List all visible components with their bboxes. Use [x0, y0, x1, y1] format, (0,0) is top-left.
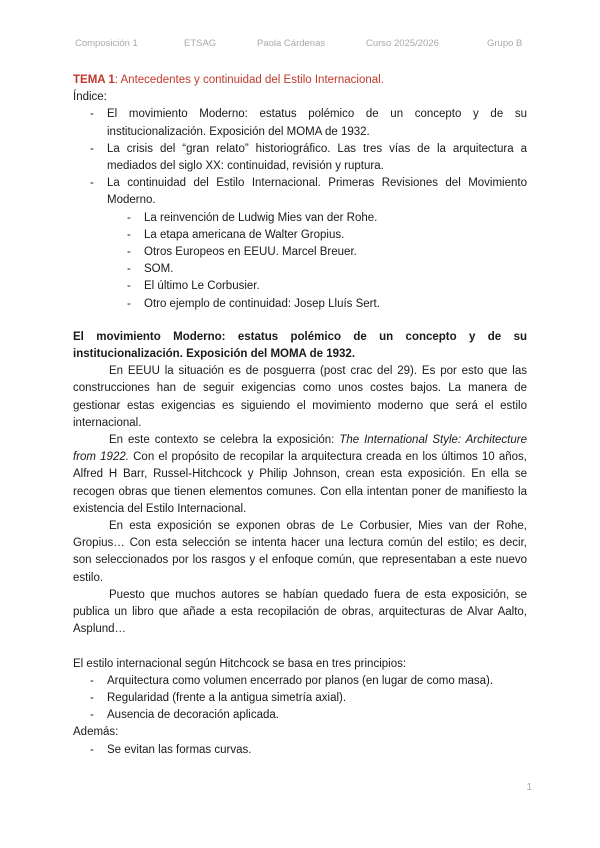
spacer	[73, 639, 527, 656]
paragraph-3: En esta exposición se exponen obras de Le Corbusier, Mies van der Rohe, Gropius… Con esta selección se intenta hacer una lectura común del estilo; es decir, son seleccionados por los rasgos y el enfoque común, que representaban a este nuevo estilo.	[73, 520, 527, 584]
paragraph-1: En EEUU la situación es de posguerra (post crac del 29). Es por esto que las construcciones han de seguir exigencias como unos costes bajos. La manera de gestionar estas exigencias es siguiendo el movimiento moderno que será el estilo internacional.	[73, 365, 527, 429]
section-heading: El movimiento Moderno: estatus polémico de un concepto y de su institucionalización. Exposición del MOMA de 1932.	[73, 330, 527, 361]
index-subitem: - El último Le Corbusier.	[73, 278, 527, 295]
principles-intro: El estilo internacional según Hitchcock se basa en tres principios:	[73, 657, 407, 670]
document-body	[73, 72, 527, 759]
index-item-text: La continuidad del Estilo Internacional. Primeras Revisiones del Movimiento Moderno.	[107, 177, 527, 207]
index-list	[73, 106, 527, 209]
principle-item: - Arquitectura como volumen encerrado por planos (en lugar de como masa).	[73, 673, 527, 690]
exhibition-title: The International Style: Architecture from 1922.	[73, 434, 527, 464]
principles-list	[73, 673, 527, 725]
paragraph-2-before: En este contexto se celebra la exposición:	[109, 434, 340, 447]
ademas-item: - Se evitan las formas curvas.	[73, 742, 527, 759]
header-group: Grupo B	[487, 38, 523, 49]
ademas-label: Además:	[73, 726, 119, 739]
index-label: Índice:	[73, 91, 107, 104]
index-subitem: - Otros Europeos en EEUU. Marcel Breuer.	[73, 244, 527, 261]
topic-title	[73, 72, 527, 89]
ademas-list	[73, 742, 527, 759]
index-item: - El movimiento Moderno: estatus polémico de un concepto y de su institucionalización. Exposición del MOMA de 1932.	[73, 106, 527, 140]
paragraph-2	[73, 432, 527, 518]
paragraph-4: Puesto que muchos autores se habían quedado fuera de esta exposición, se publica un libro que añade a esta recopilación de obras, arquitecturas de Alvar Aalto, Asplund…	[73, 588, 527, 636]
index-subitem: - La reinvención de Ludwig Mies van der Rohe.	[73, 210, 527, 227]
header-course: Composición 1	[75, 38, 138, 49]
principle-item: - Regularidad (frente a la antigua simetría axial).	[73, 690, 527, 707]
topic-label: TEMA 1	[73, 74, 115, 86]
header-author: Paola Cárdenas	[257, 38, 326, 49]
index-subitem: - Otro ejemplo de continuidad: Josep Lluís Sert.	[73, 296, 527, 313]
index-sublist	[73, 210, 527, 313]
paragraph-2-after: Con el propósito de recopilar la arquitectura creada en los últimos 10 años, Alfred H Barr, Russel-Hitchcock y Philip Johnson, crean esta exposición. En ella se recogen obras que tienen elementos comunes. Con ella intentan poner de manifiesto la existencia del Estilo Internacional.	[73, 451, 527, 515]
index-item: - La crisis del “gran relato” historiográfico. Las tres vías de la arquitectura a mediados del siglo XX: continuidad, revisión y ruptura.	[73, 141, 527, 175]
page-header	[0, 38, 600, 52]
index-item	[73, 175, 527, 209]
index-subitem: - SOM.	[73, 261, 527, 278]
header-year: Curso 2025/2026	[366, 38, 439, 49]
principle-item: - Ausencia de decoración aplicada.	[73, 707, 527, 724]
topic-text: : Antecedentes y continuidad del Estilo Internacional.	[114, 74, 384, 86]
header-school: ETSAG	[184, 38, 217, 49]
page-number: 1	[526, 782, 532, 793]
index-subitem: - La etapa americana de Walter Gropius.	[73, 227, 527, 244]
